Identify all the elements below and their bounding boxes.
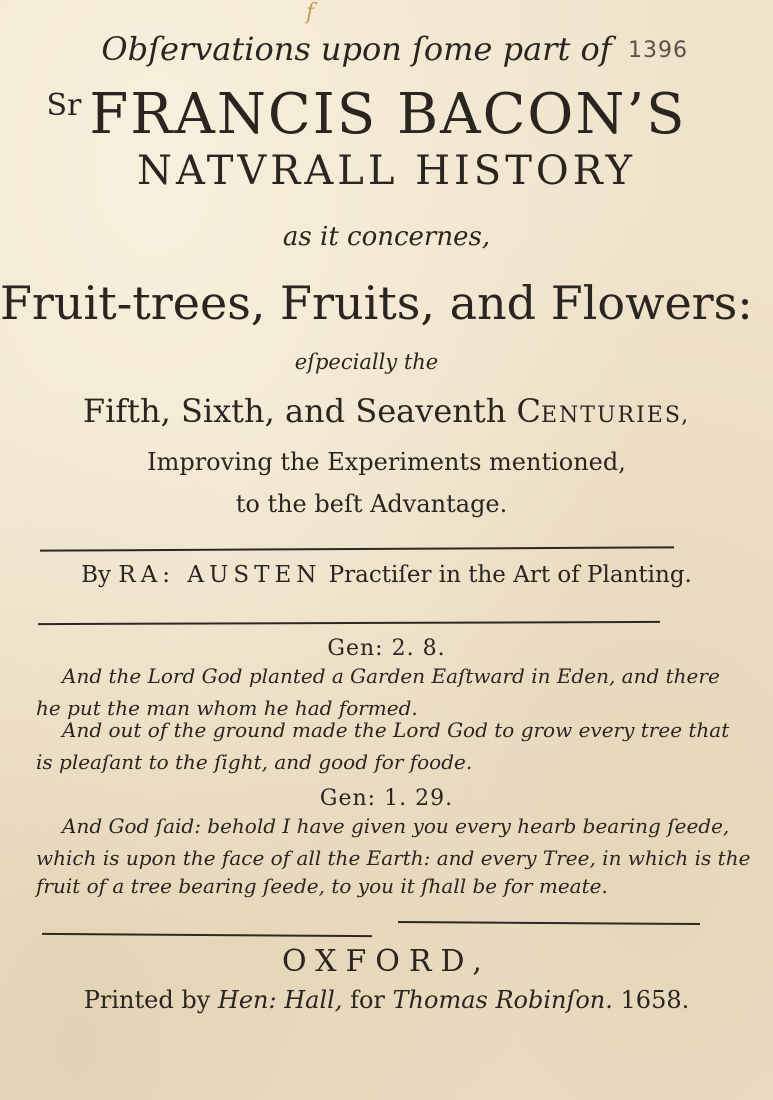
title-line-5: Fruit-trees, Fruits, and Flowers: <box>0 276 753 330</box>
byline-by: By <box>81 562 112 588</box>
verse-line: fruit of a tree bearing ſeede, to you it ſhall be for meate. <box>36 874 608 898</box>
title-line-9: to the beſt Advantage. <box>235 490 508 518</box>
title-line-2 <box>0 82 773 147</box>
imprint-printed-by: Printed by <box>83 986 211 1014</box>
imprint-city: OXFORD, <box>282 944 491 979</box>
title-line-4: as it concernes, <box>282 222 491 252</box>
title-sir: Sr <box>46 88 82 123</box>
byline <box>0 562 773 588</box>
title-line-6: eſpecially the <box>294 350 439 374</box>
byline-rest: Practiſer in the Art of Planting. <box>328 562 692 588</box>
verse-line: And out of the ground made the Lord God to grow every tree that <box>62 718 730 742</box>
scripture-ref-1: Gen: 2. 8. <box>327 636 446 661</box>
imprint-for: for <box>350 986 385 1014</box>
imprint-line <box>0 986 773 1014</box>
title-line-3: NATVRALL HISTORY <box>137 148 636 194</box>
title-line-1: Obſervations upon ſome part of <box>101 30 612 68</box>
imprint-year: 1658. <box>620 986 690 1014</box>
ink-mark: f <box>306 0 315 25</box>
divider-rule <box>40 546 674 551</box>
divider-rule <box>398 921 700 925</box>
title-line-7 <box>0 392 773 430</box>
margin-note: 1396 <box>628 38 688 63</box>
verse-line: which is upon the face of all the Earth: and every Tree, in which is the <box>36 846 751 870</box>
byline-author: RA: AUSTEN <box>118 562 322 588</box>
title-line-7-smallcaps: ENTURIES, <box>541 403 691 428</box>
title-line-8: Improving the Experiments mentioned, <box>147 448 626 476</box>
verse-line: he put the man whom he had formed. <box>36 696 418 720</box>
title-name: FRANCIS BACON’S <box>89 82 687 147</box>
imprint-printer: Hen: Hall, <box>217 986 343 1014</box>
verse-line: is pleaſant to the ſight, and good for foode. <box>36 750 473 774</box>
divider-rule <box>42 933 372 937</box>
imprint-publisher: Thomas Robinſon. <box>392 986 613 1014</box>
verse-line: And God ſaid: behold I have given you every hearb bearing ſeede, <box>62 814 730 838</box>
scripture-ref-2: Gen: 1. 29. <box>319 786 454 811</box>
title-line-7-main: Fifth, Sixth, and Seaventh C <box>82 392 541 430</box>
verse-line: And the Lord God planted a Garden Eaſtward in Eden, and there <box>62 664 720 688</box>
divider-rule <box>38 621 660 625</box>
